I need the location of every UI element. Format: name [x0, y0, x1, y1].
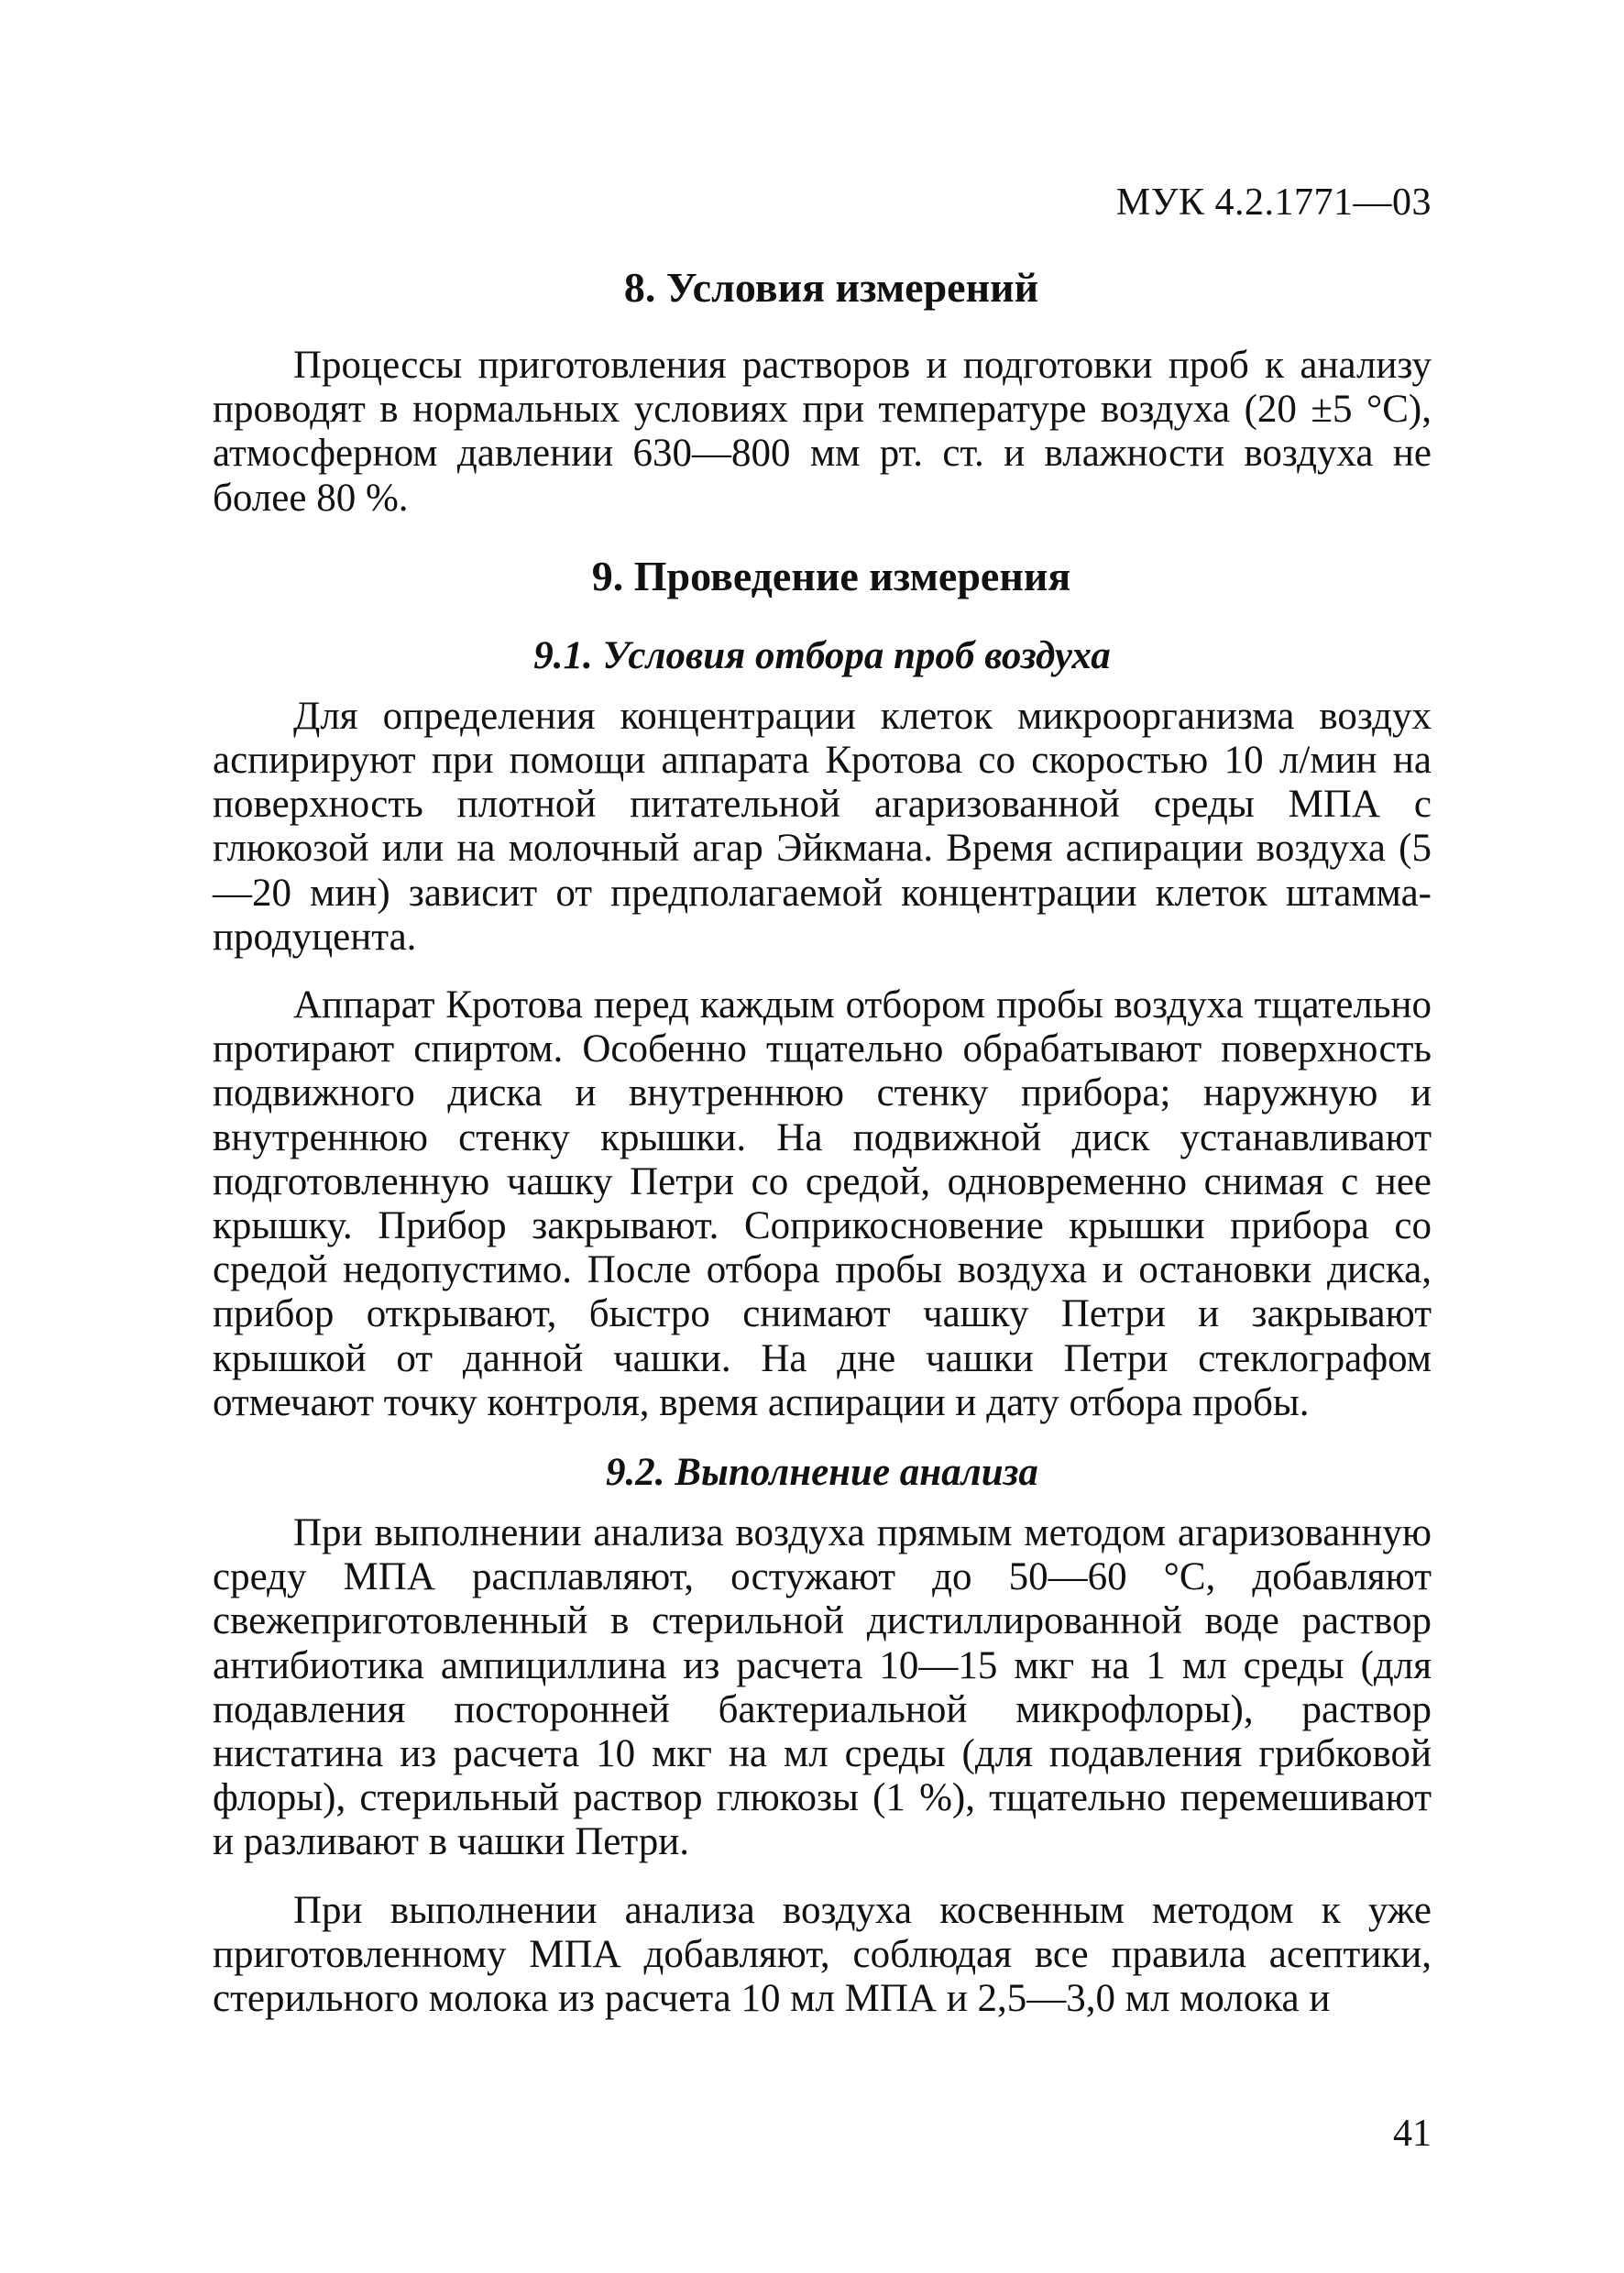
- subsection-9-2-paragraph-2: При выполнении анализа воздуха косвенным методом к уже приготовленному МПА добавляют, соблюдая все правила асептики, стерильного молока из расчета 10 мл МПА и 2,5—3,0 мл молока и: [213, 1888, 1432, 2021]
- subsection-9-1-paragraph-2: Аппарат Кротова перед каждым отбором пробы воздуха тщательно протирают спиртом. Особенно тщательно обрабатывают поверхность подвижного диска и внутреннюю стенку прибора; наружную и внутреннюю стенку крышки. На подвижной диск устанавливают подготовленную чашку Петри со средой, одновременно снимая с нее крышку. Прибор закрывают. Соприкосновение крышки прибора со средой недопустимо. После отбора пробы воздуха и остановки диска, прибор открывают, быстро снимают чашку Петри и закрывают крышкой от данной чашки. На дне чашки Петри стеклографом отмечают точку контроля, время аспирации и дату отбора пробы.: [213, 983, 1432, 1424]
- section-9-title: 9. Проведение измерения: [591, 552, 1071, 599]
- subsection-9-1-paragraph-1: Для определения концентрации клеток микроорганизма воздух аспирируют при помощи аппарата Кротова со скоростью 10 л/мин на поверхность плотной питательной агаризованной среды МПА с глюкозой или на молочный агар Эйкмана. Время аспирации воздуха (5—20 мин) зависит от предполагаемой концентрации клеток штамма-продуцента.: [213, 694, 1432, 959]
- subsection-9-1-title: 9.1. Условия отбора проб воздуха: [533, 633, 1111, 677]
- page-content: [213, 263, 1432, 2021]
- subsection-9-2-title: 9.2. Выполнение анализа: [606, 1451, 1038, 1495]
- subsection-9-2-paragraph-1: При выполнении анализа воздуха прямым методом агаризованную среду МПА расплавляют, остужают до 50—60 °С, добавляют свежеприготовленный в стерильной дистиллированной воде раствор антибиотика ампициллина из расчета 10—15 мкг на 1 мл среды (для подавления посторонней бактериальной микрофлоры), раствор нистатина из расчета 10 мкг на мл среды (для подавления грибковой флоры), стерильный раствор глюкозы (1 %), тщательно перемешивают и разливают в чашки Петри.: [213, 1511, 1432, 1864]
- section-8-title: 8. Условия измерений: [623, 264, 1039, 311]
- section-8-paragraph: Процессы приготовления растворов и подготовки проб к анализу проводят в нормальных условиях при температуре воздуха (20 ±5 °С), атмосферном давлении 630—800 мм рт. ст. и влажности воздуха не более 80 %.: [213, 344, 1432, 520]
- document-page: [213, 179, 1432, 2195]
- document-code: МУК 4.2.1771—03: [1115, 181, 1432, 224]
- page-number: 41: [1393, 2113, 1432, 2155]
